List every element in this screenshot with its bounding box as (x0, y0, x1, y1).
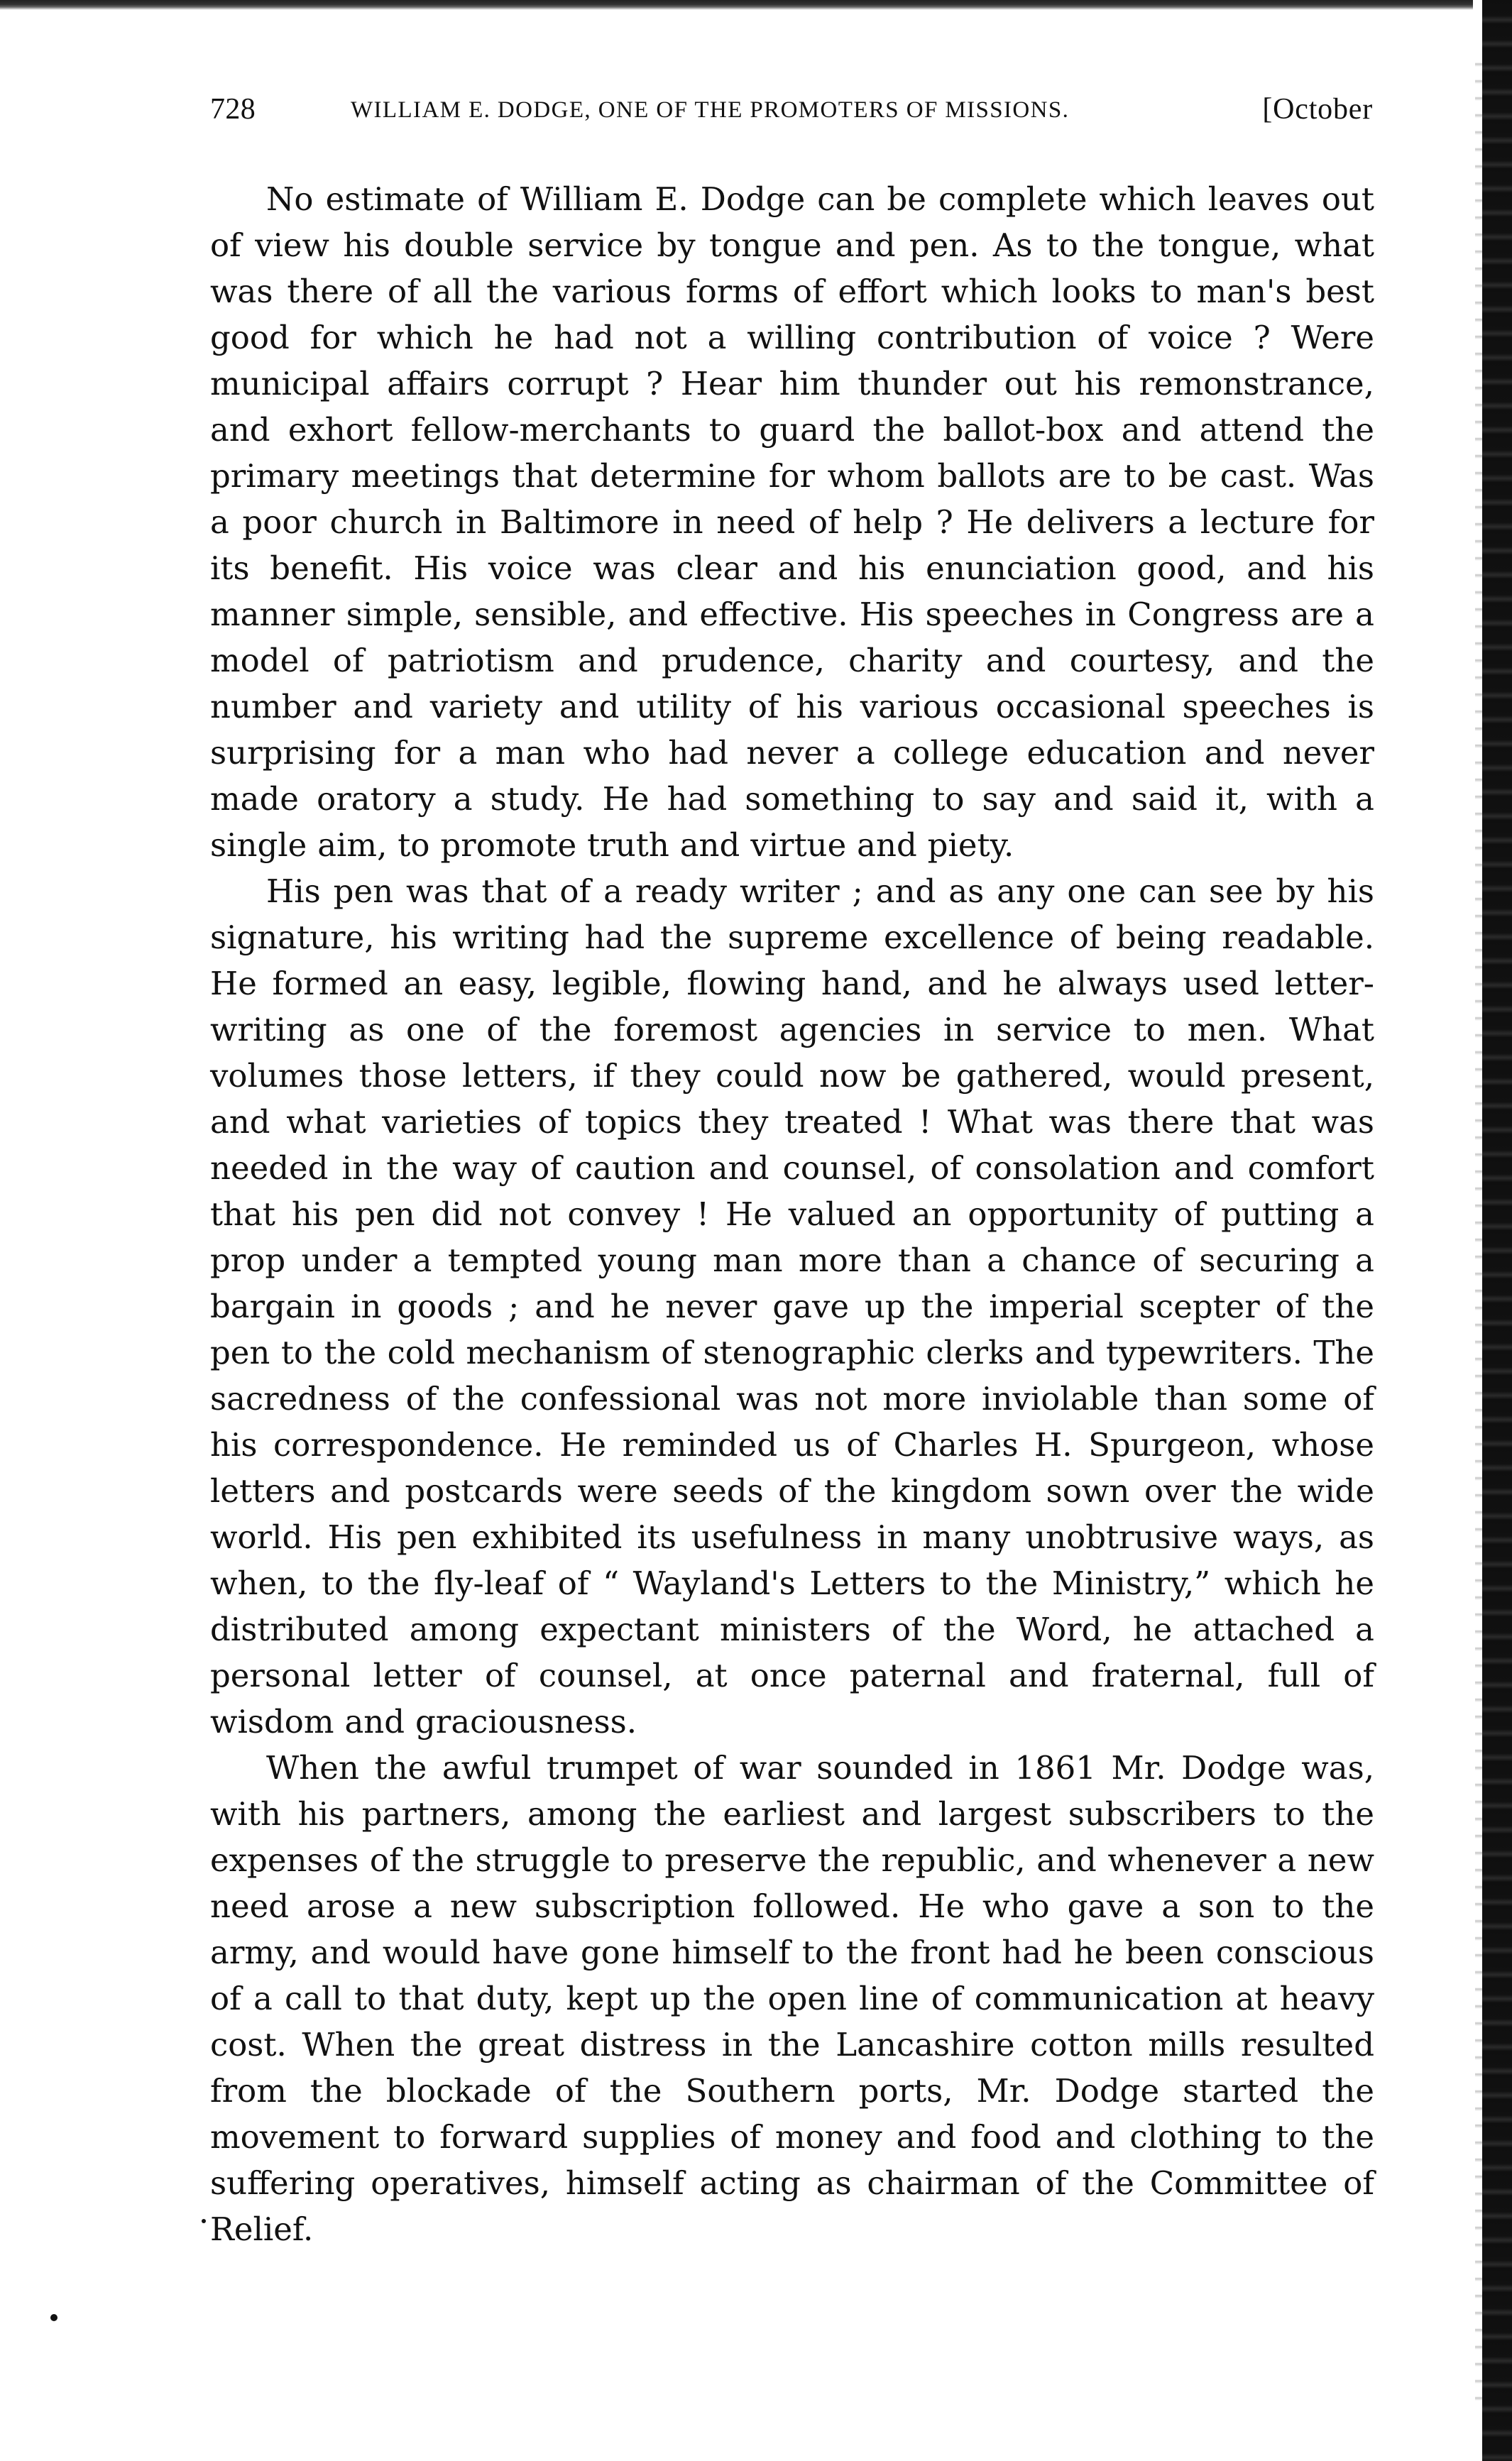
top-border-rule (0, 0, 1473, 10)
paragraph-war-relief: When the awful trumpet of war sounded in 1861 Mr. Dodge was, with his partners, among the earliest and largest subscribers to the expenses of the struggle to preserve the republic, and whenever a new need arose a new subscription followed. He who gave a son to the army, and would have gone himself to the front had he been conscious of a call to that duty, kept up the open line of communication at heavy cost. When the great distress in the Lancashire cotton mills resulted from the blockade of the Southern ports, Mr. Dodge started the movement to forward supplies of money and food and clothing to the suffering operatives, himself acting as chairman of the Committee of Relief. (210, 1749, 1374, 2248)
paragraph-pen-service: His pen was that of a ready writer ; and as any one can see by his signature, his writing had the supreme excellence of being readable. He formed an easy, legible, flowing hand, and he always used letter-writing as one of the foremost agencies in service to men. What volumes those letters, if they could now be gathered, would present, and what varieties of topics they treated ! What was there that was needed in the way of caution and counsel, of consolation and comfort that his pen did not convey ! He valued an opportunity of putting a prop under a tempted young man more than a chance of securing a bargain in goods ; and he never gave up the imperial scepter of the pen to the cold mechanism of stenographic clerks and typewriters. The sacredness of the confessional was not more inviolable than some of his correspondence. He reminded us of Charles H. Spurgeon, whose letters and postcards were seeds of the kingdom sown over the wide world. His pen exhibited its usefulness in many unobtrusive ways, as when, to the fly-leaf of “ Wayland's Letters to the Ministry,” which he distributed among expectant ministers of the Word, he attached a personal letter of counsel, at once paternal and fraternal, full of wisdom and graciousness. (210, 872, 1374, 1741)
running-title: WILLIAM E. DODGE, ONE OF THE PROMOTERS OF MISSIONS. (351, 97, 1070, 123)
running-header-month: [October (1262, 93, 1373, 126)
stray-ink-dot (50, 2314, 57, 2321)
binding-mark (202, 2219, 206, 2223)
page-number: 728 (210, 93, 256, 126)
article-body (210, 176, 1374, 2252)
paragraph-tongue-service: No estimate of William E. Dodge can be complete which leaves out of view his double service by tongue and pen. As to the tongue, what was there of all the various forms of effort which looks to man's best good for which he had not a willing contribution of voice ? Were municipal affairs corrupt ? Hear him thunder out his remonstrance, and exhort fellow-merchants to guard the ballot-box and attend the primary meetings that determine for whom ballots are to be cast. Was a poor church in Baltimore in need of help ? He delivers a lecture for its benefit. His voice was clear and his enunciation good, and his manner simple, sensible, and effective. His speeches in Congress are a model of patriotism and prudence, charity and courtesy, and the number and variety and utility of his various occasional speeches is surprising for a man who had never a college education and never made oratory a study. He had something to say and said it, with a single aim, to promote truth and virtue and piety. (210, 180, 1374, 864)
running-header (210, 87, 1373, 132)
page-edge-shadow (1482, 0, 1512, 2461)
